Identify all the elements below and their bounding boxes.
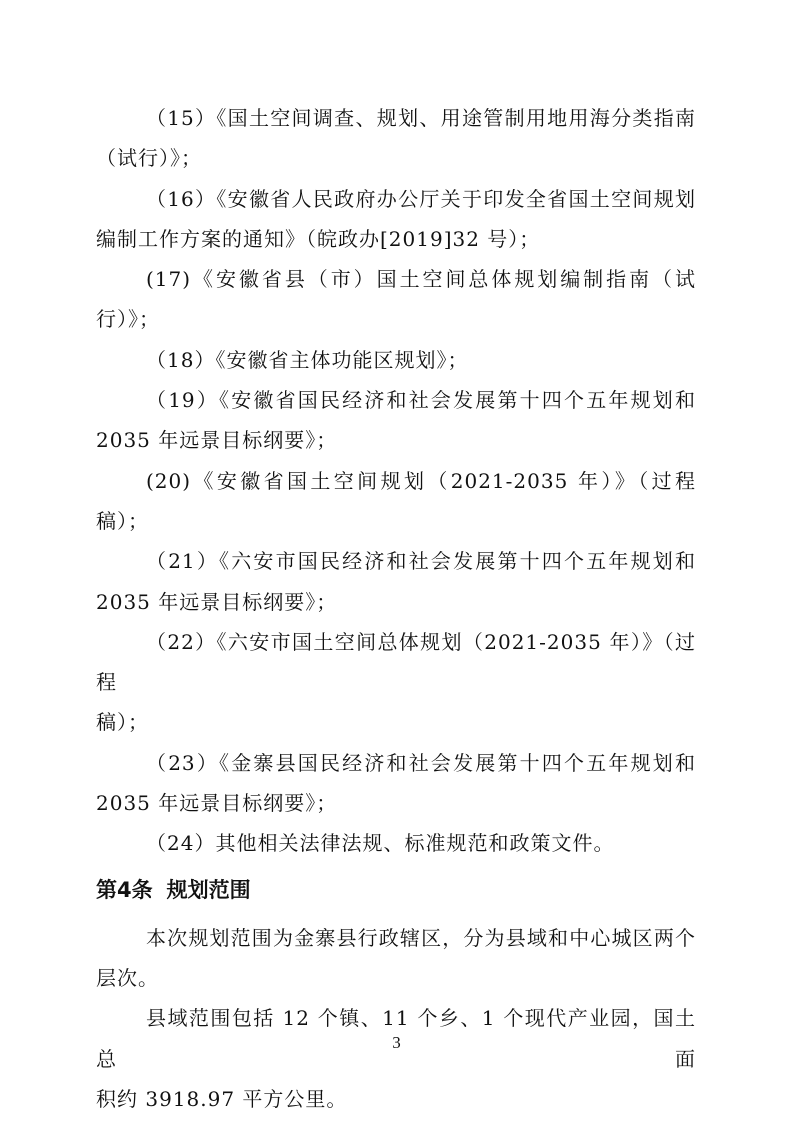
reference-item-19-line1: （19）《安徽省国民经济和社会发展第十四个五年规划和 — [146, 388, 696, 413]
reference-item-20: (20)《安徽省国土空间规划（2021-2035 年）》（过程稿）； — [96, 468, 696, 533]
reference-item-15-line1: （15）《国土空间调查、规划、用途管制用地用海分类指南 — [146, 106, 696, 130]
section-title: 规划范围 — [166, 877, 251, 902]
county-area-paragraph-line2: 积约 3918.97 平方公里。 — [96, 1086, 348, 1111]
reference-item-15-line2: （试行）》； — [96, 146, 202, 171]
section-number: 第4条 — [96, 877, 153, 902]
reference-item-16-line2: 编制工作方案的通知》（皖政办[2019]32 号）； — [96, 226, 541, 251]
reference-item-17: (17)《安徽省县（市）国土空间总体规划编制指南（试行）》； — [96, 267, 696, 332]
page-number: 3 — [392, 1033, 401, 1052]
section-heading — [96, 868, 696, 912]
reference-item-21-line2: 2035 年远景目标纲要》； — [96, 589, 338, 614]
scope-paragraph-line1: 本次规划范围为金寨县行政辖区，分为县域和中心城区两个 — [146, 925, 696, 950]
reference-item-19-line2: 2035 年远景目标纲要》； — [96, 428, 338, 453]
reference-item-16-line1: （16）《安徽省人民政府办公厅关于印发全省国土空间规划 — [146, 186, 696, 211]
reference-item-23-line1: （23）《金寨县国民经济和社会发展第十四个五年规划和 — [146, 750, 696, 775]
scope-paragraph-line2: 层次。 — [96, 965, 159, 990]
reference-list — [96, 98, 696, 864]
county-area-paragraph-line1: 县域范围包括 12 个镇、11 个乡、1 个现代产业园，国土总面 — [96, 1006, 696, 1071]
reference-item-22-line1: （22）《六安市国土空间总体规划（2021-2035 年）》（过程 — [96, 629, 696, 695]
reference-item-22-line2: 稿）； — [96, 710, 149, 735]
reference-item-21-line1: （21）《六安市国民经济和社会发展第十四个五年规划和 — [146, 549, 696, 574]
reference-item-23-line2: 2035 年远景目标纲要》； — [96, 791, 338, 816]
document-body — [96, 98, 696, 1119]
reference-item-18: （18）《安徽省主体功能区规划》； — [146, 347, 469, 372]
section-body — [96, 918, 696, 1119]
reference-item-24: （24）其他相关法律法规、标准规范和政策文件。 — [146, 831, 615, 856]
